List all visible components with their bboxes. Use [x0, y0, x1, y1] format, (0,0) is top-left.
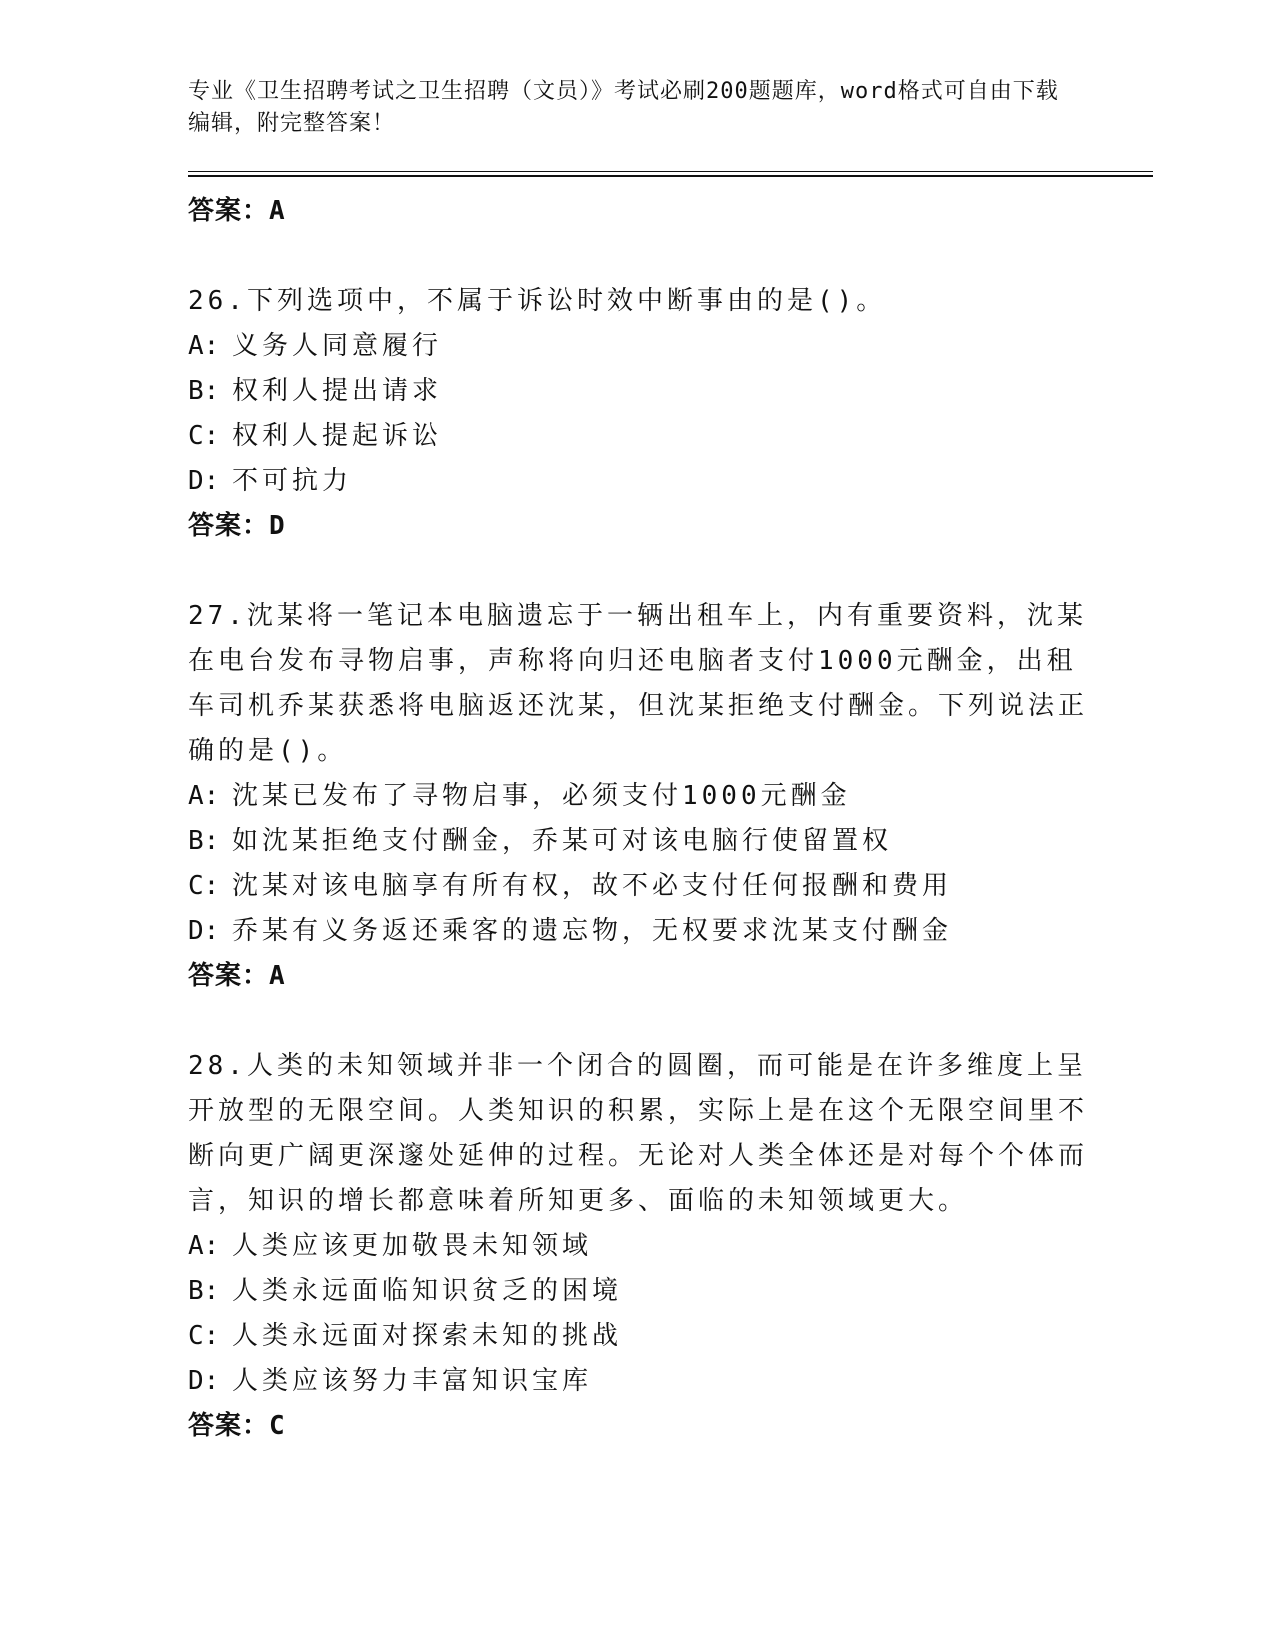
- question-block: [188, 1044, 1088, 1449]
- question-list: [188, 189, 1088, 1449]
- option-text: 不可抗力: [232, 466, 353, 496]
- option-letter: A:: [188, 331, 220, 361]
- option-text: 权利人提出请求: [232, 376, 443, 406]
- option-d: [188, 909, 1088, 954]
- option-c: [188, 1314, 1088, 1359]
- option-text: 人类永远面临知识贫乏的困境: [232, 1276, 623, 1306]
- option-letter: B:: [188, 376, 220, 406]
- question-text: 27.沈某将一笔记本电脑遗忘于一辆出租车上，内有重要资料，沈某在电台发布寻物启事，声称将向归还电脑者支付1000元酬金，出租车司机乔某获悉将电脑返还沈某，但沈某拒绝支付酬金。下列说法正确的是()。: [188, 601, 1089, 766]
- option-letter: C:: [188, 421, 220, 451]
- option-text: 权利人提起诉讼: [232, 421, 443, 451]
- option-b: [188, 819, 1088, 864]
- option-d: [188, 1359, 1088, 1404]
- header-divider-thin: [188, 171, 1153, 172]
- option-text: 乔某有义务返还乘客的遗忘物，无权要求沈某支付酬金: [232, 916, 953, 946]
- option-a: [188, 774, 1088, 819]
- question-block: [188, 279, 1088, 549]
- question-block: [188, 594, 1088, 999]
- question-text: 26.下列选项中，不属于诉讼时效中断事由的是()。: [188, 286, 887, 316]
- option-letter: A:: [188, 781, 220, 811]
- option-text: 人类应该更加敬畏未知领域: [232, 1231, 593, 1261]
- option-text: 沈某已发布了寻物启事，必须支付1000元酬金: [232, 781, 851, 811]
- header-divider-thick: [188, 175, 1153, 177]
- option-letter: D:: [188, 466, 220, 496]
- option-c: [188, 414, 1088, 459]
- option-letter: B:: [188, 826, 220, 856]
- option-d: [188, 459, 1088, 504]
- option-a: [188, 324, 1088, 369]
- option-a: [188, 1224, 1088, 1269]
- option-b: [188, 1269, 1088, 1314]
- answer-line: 答案：A: [188, 961, 286, 991]
- answer-line: 答案：D: [188, 511, 286, 541]
- option-text: 人类应该努力丰富知识宝库: [232, 1366, 593, 1396]
- option-b: [188, 369, 1088, 414]
- option-letter: C:: [188, 1321, 220, 1351]
- option-c: [188, 864, 1088, 909]
- option-text: 如沈某拒绝支付酬金，乔某可对该电脑行使留置权: [232, 826, 893, 856]
- question-text: 28.人类的未知领域并非一个闭合的圆圈，而可能是在许多维度上呈开放型的无限空间。人类知识的积累，实际上是在这个无限空间里不断向更广阔更深邃处延伸的过程。无论对人类全体还是对每个个体而言，知识的增长都意味着所知更多、面临的未知领域更大。: [188, 1051, 1089, 1216]
- option-letter: A:: [188, 1231, 220, 1261]
- option-letter: D:: [188, 916, 220, 946]
- option-letter: C:: [188, 871, 220, 901]
- option-letter: D:: [188, 1366, 220, 1396]
- answer-line: 答案：A: [188, 196, 286, 226]
- option-text: 沈某对该电脑享有所有权，故不必支付任何报酬和费用: [232, 871, 953, 901]
- option-text: 人类永远面对探索未知的挑战: [232, 1321, 623, 1351]
- option-text: 义务人同意履行: [232, 331, 443, 361]
- option-letter: B:: [188, 1276, 220, 1306]
- answer-line: 答案：C: [188, 1411, 286, 1441]
- document-header: 专业《卫生招聘考试之卫生招聘（文员）》考试必刷200题题库，word格式可自由下载编辑，附完整答案！: [188, 79, 1059, 136]
